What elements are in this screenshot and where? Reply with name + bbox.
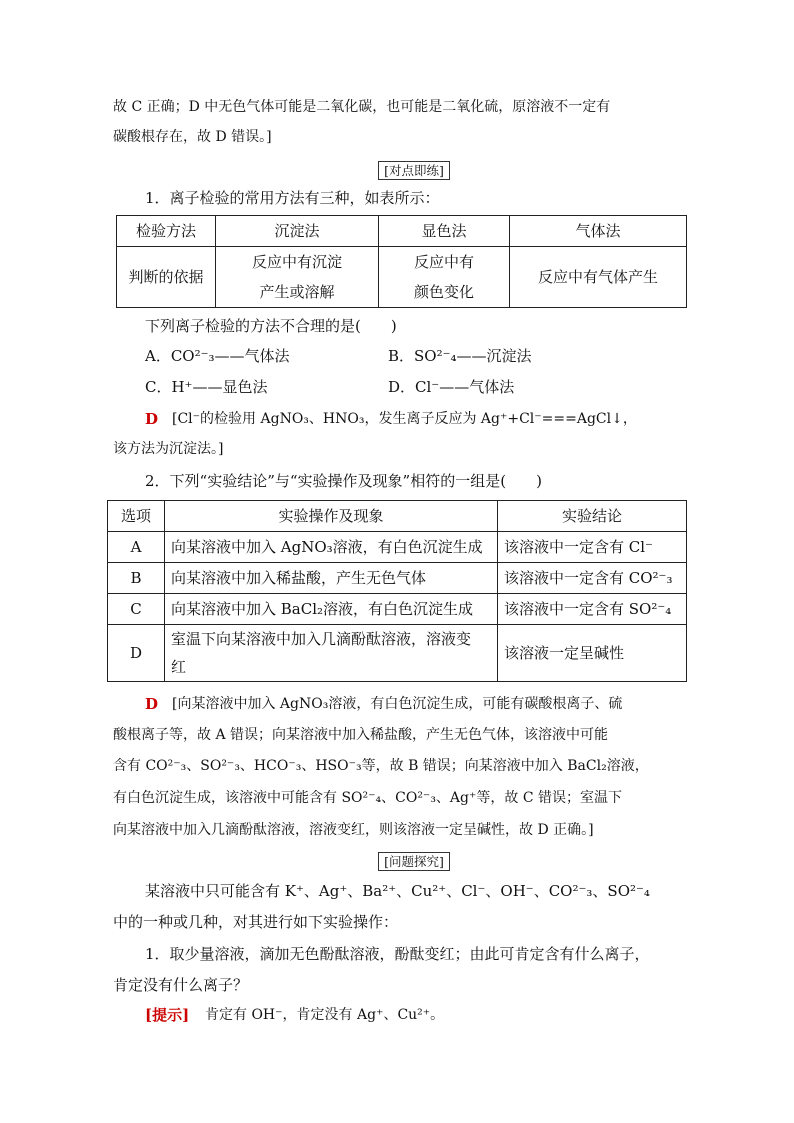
question-1-option-c: C．H⁺——显色法 [145, 378, 268, 396]
inquiry-question-1-line-2: 肯定没有什么离子？ [113, 976, 249, 994]
question-2-explain-line-3: 含有 CO²⁻₃、SO²⁻₃、HCO⁻₃、HSO⁻₃等，故 B 错误；向某溶液中加入 BaCl₂溶液， [113, 758, 649, 774]
table1-cell-color-line1: 反应中有 [413, 253, 474, 271]
question-1-text: 1．离子检验的常用方法有三种，如表所示： [145, 189, 440, 207]
table1-header-color: 显色法 [379, 216, 510, 247]
question-2-explain-line-1: [向某溶液中加入 AgNO₃溶液，有白色沉淀生成，可能有碳酸根离子、硫 [172, 696, 623, 712]
section-label-inquiry: [问题探究] [378, 852, 450, 871]
inquiry-line-1: 某溶液中只可能含有 K⁺、Ag⁺、Ba²⁺、Cu²⁺、Cl⁻、OH⁻、CO²⁻₃、SO²⁻₄ [145, 882, 650, 900]
table1-header-gas: 气体法 [510, 216, 687, 247]
table1-cell-gas: 反应中有气体产生 [510, 247, 687, 308]
table2-header-option: 选项 [108, 501, 165, 532]
table2-row-d-operation-line2: 红 [171, 658, 187, 676]
question-1-option-b: B．SO²⁻₄——沉淀法 [388, 347, 532, 365]
hint-label: [提示] [145, 1006, 190, 1024]
table2-row-a-conclusion: 该溶液中一定含有 Cl⁻ [498, 532, 687, 563]
ion-test-methods-table [116, 215, 687, 308]
table1-header-method: 检验方法 [117, 216, 216, 247]
question-2-answer: D [145, 695, 159, 713]
table1-cell-color [379, 247, 510, 308]
question-2-explain-line-5: 向某溶液中加入几滴酚酞溶液，溶液变红，则该溶液一定呈碱性，故 D 正确。] [113, 822, 594, 838]
table2-header-conclusion: 实验结论 [498, 501, 687, 532]
table2-row-b-option: B [108, 563, 165, 594]
table1-cell-precipitate-line1: 反应中有沉淀 [251, 253, 342, 271]
table1-cell-precipitate [216, 247, 379, 308]
question-1-stem: 下列离子检验的方法不合理的是( ) [145, 317, 397, 335]
table1-header-precipitate: 沉淀法 [216, 216, 379, 247]
inquiry-line-2: 中的一种或几种，对其进行如下实验操作： [113, 913, 399, 931]
question-1-option-d: D．Cl⁻——气体法 [388, 378, 515, 396]
table1-row-label: 判断的依据 [117, 247, 216, 308]
table1-cell-precipitate-line2: 产生或溶解 [259, 283, 335, 301]
table2-row-d-option: D [108, 625, 165, 682]
table2-row-a-option: A [108, 532, 165, 563]
table2-row-d-operation-line1: 室温下向某溶液中加入几滴酚酞溶液，溶液变 [171, 630, 472, 648]
question-2-explain-line-4: 有白色沉淀生成，该溶液中可能含有 SO²⁻₄、CO²⁻₃、Ag⁺等，故 C 错误；室温下 [113, 790, 623, 806]
question-1-option-a: A．CO²⁻₃——气体法 [145, 347, 290, 365]
table2-row-c-conclusion: 该溶液中一定含有 SO²⁻₄ [498, 594, 687, 625]
question-2-text: 2．下列“实验结论”与“实验操作及现象”相符的一组是( ) [145, 472, 542, 490]
table2-row-c-operation: 向某溶液中加入 BaCl₂溶液，有白色沉淀生成 [165, 594, 498, 625]
intro-line-1: 故 C 正确；D 中无色气体可能是二氧化碳，也可能是二氧化硫，原溶液不一定有 [113, 99, 611, 115]
table2-row-b-conclusion: 该溶液中一定含有 CO²⁻₃ [498, 563, 687, 594]
question-1-explain-line-2: 该方法为沉淀法。] [113, 441, 224, 457]
table2-header-operation: 实验操作及现象 [165, 501, 498, 532]
hint-text: 肯定有 OH⁻，肯定没有 Ag⁺、Cu²⁺。 [205, 1007, 445, 1023]
question-2-explain-line-2: 酸根离子等，故 A 错误；向某溶液中加入稀盐酸，产生无色气体，该溶液中可能 [113, 727, 609, 743]
table2-row-c-option: C [108, 594, 165, 625]
table2-row-d-conclusion: 该溶液一定呈碱性 [498, 625, 687, 682]
table2-row-d-operation [165, 625, 498, 682]
experiment-conclusion-table [107, 500, 687, 682]
inquiry-question-1-line-1: 1．取少量溶液，滴加无色酚酞溶液，酚酞变红；由此可肯定含有什么离子， [145, 945, 650, 963]
section-label-practice: [对点即练] [378, 161, 450, 180]
table2-row-a-operation: 向某溶液中加入 AgNO₃溶液，有白色沉淀生成 [165, 532, 498, 563]
table1-cell-color-line2: 颜色变化 [413, 283, 474, 301]
table2-row-b-operation: 向某溶液中加入稀盐酸，产生无色气体 [165, 563, 498, 594]
question-1-explain-line-1: [Cl⁻的检验用 AgNO₃、HNO₃，发生离子反应为 Ag⁺+Cl⁻===AgCl↓， [172, 411, 637, 427]
question-1-answer: D [145, 410, 159, 428]
intro-line-2: 碳酸根存在，故 D 错误。] [113, 129, 272, 145]
